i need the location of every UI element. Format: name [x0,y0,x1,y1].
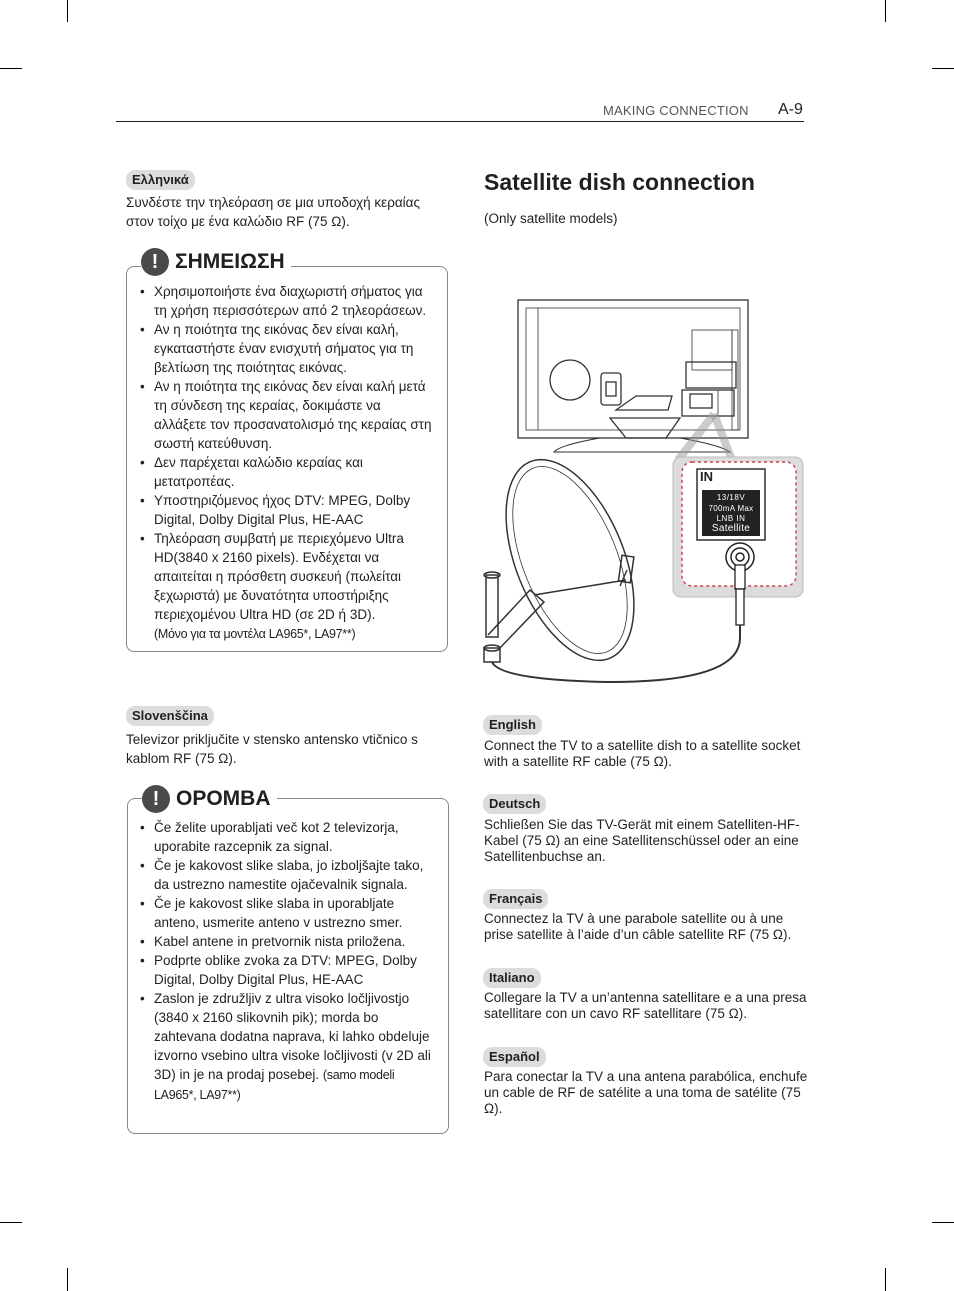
german-text: Schließen Sie das TV-Gerät mit einem Satelliten-HF-Kabel (75 Ω) an eine Satellitenschüssel oder an eine Satellitenbuchse an. [484,817,800,864]
language-tag-spanish: Español [483,1047,546,1067]
satellite-connection-diagram [470,290,810,695]
italian-text: Collegare la TV a un’antenna satellitare e a una presa satellitare con un cavo RF satellitare (75 Ω). [484,990,807,1021]
greek-note-list [138,282,436,644]
list-item: • Če je kakovost slike slaba, jo izboljšajte tako, da ustrezno namestite ojačevalnik signala. [138,856,438,894]
list-item [138,989,438,1105]
list-item: • Δεν παρέχεται καλώδιο κεραίας και μετατροπέας. [138,453,436,491]
slovenian-note-title: OPOMBA [176,787,271,810]
greek-note-title: ΣΗΜΕΙΩΣΗ [175,250,285,273]
crop-mark [67,1268,68,1291]
list-item: • Αν η ποιότητα της εικόνας δεν είναι καλή μετά τη σύνδεση της κεραίας, δοκιμάστε να αλλάξετε τον προσανατολισμό της κεραίας στη σωστή κατεύθυνση. [138,377,436,453]
list-item: • Podprte oblike zvoka za DTV: MPEG, Dolby Digital, Dolby Digital Plus, HE-AAC [138,951,438,989]
crop-mark [885,1268,886,1291]
list-item: • Če je kakovost slike slaba in uporabljate anteno, usmerite anteno v ustrezno smer. [138,894,438,932]
header-section-title: MAKING CONNECTION [603,103,749,118]
english-text: Connect the TV to a satellite dish to a satellite socket with a satellite RF cable (75 Ω). [484,738,801,769]
french-text: Connectez la TV à une parabole satellite ou à une prise satellite à l’aide d’un câble satellite RF (75 Ω). [484,911,792,942]
list-item-text: Zaslon je združljiv z ultra visoko ločljivostjo (3840 x 2160 slikovnih pik); morda bo zahtevana dodatna naprava, ki lahko obdeluje izvorno vsebino ultra visoke ločljivosti (v 2D ali 3D) in je na prodaj posebej. [154,991,431,1082]
crop-mark [67,0,68,22]
list-item: • Če želite uporabljati več kot 2 televizorja, uporabite razcepnik za signal. [138,818,438,856]
greek-note-header [141,248,291,276]
language-tag-greek: Ελληνικά [126,170,195,190]
language-tag-french: Français [483,889,548,909]
exclamation-icon: ! [141,248,169,276]
list-item [138,529,436,644]
greek-intro: Συνδέστε την τηλεόραση σε μια υποδοχή κεραίας στον τοίχο με ένα καλώδιο RF (75 Ω). [126,195,420,229]
port-satellite-label: Satellite [711,523,751,534]
language-tag-german: Deutsch [483,794,546,814]
list-item: • Υποστηριζόμενος ήχος DTV: MPEG, Dolby Digital, Dolby Digital Plus, HE-AAC [138,491,436,529]
language-tag-slovenian: Slovenščina [126,706,214,726]
crop-mark [0,1222,22,1223]
model-note: (samo modeli LA965*, LA97**) [154,1068,395,1102]
slovenian-note-header [142,785,277,813]
slovenian-intro: Televizor priključite v stensko antensko vtičnico s kablom RF (75 Ω). [126,732,418,766]
list-item: • Χρησιμοποιήστε ένα διαχωριστή σήματος για τη χρήση περισσότερων από 2 τηλεοράσεων. [138,282,436,320]
page-number: A-9 [778,101,803,118]
list-item: • Αν η ποιότητα της εικόνας δεν είναι καλή, εγκαταστήστε έναν ενισχυτή σήματος για τη βελτίωση της ποιότητας εικόνας. [138,320,436,377]
crop-mark [932,1222,954,1223]
crop-mark [0,68,22,69]
port-current-label: 700mA Max [708,504,754,513]
spanish-text: Para conectar la TV a una antena parabólica, enchufe un cable de RF de satélite a una toma de satélite (75 Ω). [484,1069,808,1116]
port-lnb-label: LNB IN [716,514,746,523]
tv-back-illustration [518,300,748,452]
model-note: (Μόνο για τα μοντέλα LA965*, LA97**) [154,627,356,641]
crop-mark [885,0,886,22]
port-voltage-label: 13/18V [716,493,746,502]
crop-mark [932,68,954,69]
slovenian-note-list [138,818,438,1105]
language-tag-italian: Italiano [483,968,541,988]
section-title: Satellite dish connection [484,169,755,195]
list-item: • Kabel antene in pretvornik nista priložena. [138,932,438,951]
list-item-text: Τηλεόραση συμβατή με περιεχόμενο Ultra HD(3840 x 2160 pixels). Ενδέχεται να απαιτείται η πρόσθετη συσκευή (πωλείται ξεχωριστά) με δυνατότητα υποστήριξης περιεχομένου Ultra HD (σε 2D ή 3D). [154,531,404,622]
satellite-dish-illustration [480,441,660,678]
section-subtitle: (Only satellite models) [484,211,618,226]
port-in-label: IN [700,469,713,484]
header-divider [116,121,804,122]
exclamation-icon: ! [142,785,170,813]
language-tag-english: English [483,715,542,735]
